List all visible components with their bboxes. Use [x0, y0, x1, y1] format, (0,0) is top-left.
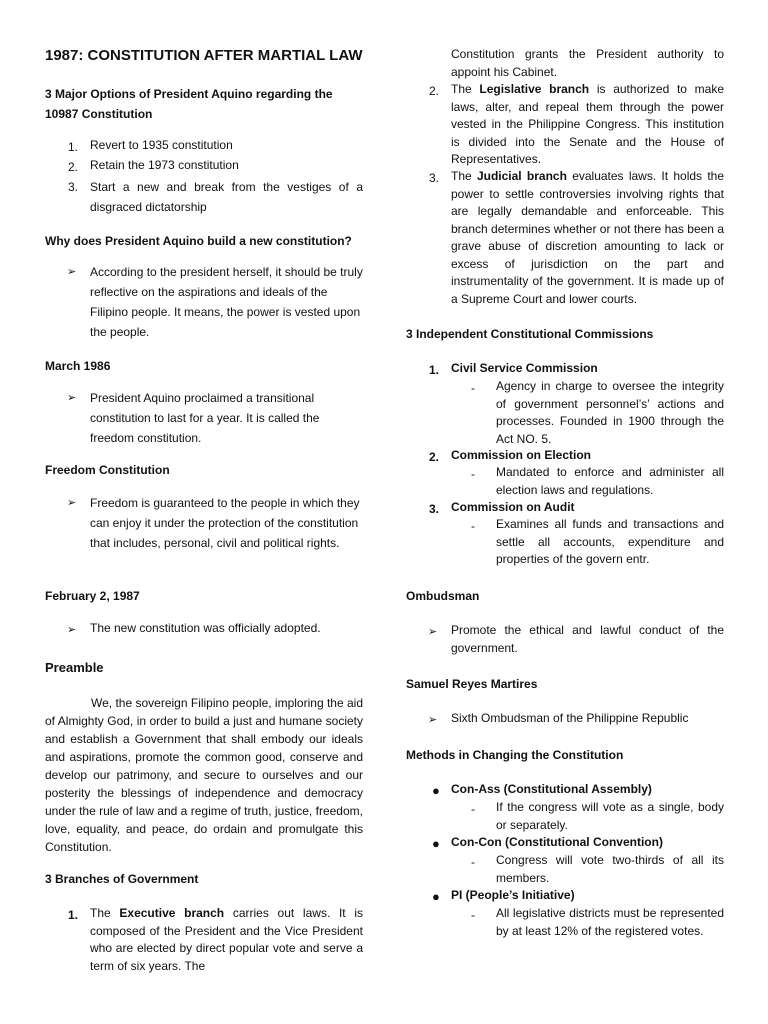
list-number: 1.	[68, 140, 79, 154]
dash-marker: -	[471, 519, 475, 533]
method-description: If the congress will vote as a single, body or separately.	[496, 800, 724, 832]
commission-description: Agency in charge to oversee the integrity of government personnel’s’ actions and processes. Founded in 1900 through the Act NO. 5.	[496, 379, 724, 446]
method-description: Congress will vote two-thirds of all its members.	[496, 853, 724, 885]
why-heading: Why does President Aquino build a new constitution?	[45, 234, 352, 248]
branch-description: carries out laws. It is composed of the President and the Vice President who are elected by direct popular vote and serve a term of six years. The	[90, 906, 364, 973]
list-number: 2.	[429, 84, 440, 98]
commission-description: Examines all funds and transactions and settle all accounts, expenditure and properties of the govern entr.	[496, 517, 724, 566]
commission-name: Civil Service Commission	[451, 361, 598, 375]
option-text: Start a new and break from the vestiges of a disgraced dictatorship	[90, 180, 363, 214]
method-name: PI (People’s Initiative)	[451, 888, 575, 902]
branch-prefix: The	[90, 906, 120, 920]
list-number: 2.	[68, 160, 79, 174]
branch-prefix: The	[451, 82, 480, 96]
option-text: Revert to 1935 constitution	[90, 138, 233, 152]
bullet-icon: ●	[432, 783, 440, 798]
why-text: According to the president herself, it should be truly reflective on the aspirations and ideals of the Filipino people. It means, the power is vested upon the people.	[90, 265, 363, 339]
method-description: All legislative districts must be represented by at least 12% of the registered votes.	[496, 906, 724, 938]
list-number: 3.	[429, 502, 440, 516]
dash-marker: -	[471, 381, 475, 395]
bullet-icon: ●	[432, 889, 440, 904]
list-number: 3.	[429, 171, 440, 185]
dash-marker: -	[471, 855, 475, 869]
branch-prefix: The	[451, 169, 477, 183]
commission-description: Mandated to enforce and administer all election laws and regulations.	[496, 465, 724, 497]
executive-continued-text: Constitution grants the President authority to appoint his Cabinet.	[451, 47, 724, 79]
dash-marker: -	[471, 908, 475, 922]
dash-marker: -	[471, 802, 475, 816]
page-title: 1987: CONSTITUTION AFTER MARTIAL LAW	[45, 47, 363, 64]
judicial-branch-text	[451, 168, 724, 308]
preamble-heading: Preamble	[45, 660, 104, 675]
arrow-bullet-icon: ➢	[67, 624, 77, 636]
preamble-text: We, the sovereign Filipino people, imploring the aid of Almighty God, in order to build a just and humane society and establish a Government that shall embody our ideals and aspirations, promote the common good, conserve and develop our patrimony, and secure to ourselves and our posterity the blessings of independence and democracy under the rule of law and a regime of truth, justice, freedom, love, equality, and peace, do ordain and promulgate this Constitution.	[45, 696, 363, 854]
branch-name: Legislative branch	[479, 82, 590, 96]
ombudsman-text: Promote the ethical and lawful conduct of the government.	[451, 623, 724, 655]
arrow-bullet-icon: ➢	[67, 497, 77, 509]
options-heading: 3 Major Options of President Aquino regarding the 10987 Constitution	[45, 87, 333, 121]
method-name: Con-Con (Constitutional Convention)	[451, 835, 663, 849]
bullet-icon: ●	[432, 836, 440, 851]
dash-marker: -	[471, 467, 475, 481]
branch-description: evaluates laws. It holds the power to settle controversies involving rights that are legally demandable and enforceable. This branch determines whether or not there has been a grave abuse of discretion amounting to lack or excess of jurisdiction on the part and instrumentality of the government. It is made up of a Supreme Court and lower courts.	[451, 169, 725, 306]
list-number: 2.	[429, 450, 440, 464]
branches-heading: 3 Branches of Government	[45, 872, 199, 886]
legislative-branch-text	[451, 81, 724, 169]
arrow-bullet-icon: ➢	[67, 266, 77, 278]
branch-name: Judicial branch	[476, 169, 567, 183]
option-text: Retain the 1973 constitution	[90, 158, 239, 172]
method-name: Con-Ass (Constitutional Assembly)	[451, 782, 652, 796]
march-heading: March 1986	[45, 359, 111, 373]
branch-name: Executive branch	[119, 906, 225, 920]
february-text: The new constitution was officially adopted.	[90, 621, 321, 635]
commissions-heading: 3 Independent Constitutional Commissions	[406, 327, 654, 341]
samuel-heading: Samuel Reyes Martires	[406, 677, 538, 691]
list-number: 1.	[68, 908, 79, 922]
methods-heading: Methods in Changing the Constitution	[406, 748, 624, 762]
freedom-heading: Freedom Constitution	[45, 463, 170, 477]
february-heading: February 2, 1987	[45, 589, 140, 603]
list-number: 1.	[429, 363, 440, 377]
freedom-text: Freedom is guaranteed to the people in which they can enjoy it under the protection of the constitution that includes, personal, civil and political rights.	[90, 496, 360, 550]
arrow-bullet-icon: ➢	[428, 626, 438, 638]
arrow-bullet-icon: ➢	[67, 392, 77, 404]
samuel-text: Sixth Ombudsman of the Philippine Republic	[451, 711, 689, 725]
commission-name: Commission on Election	[451, 448, 592, 462]
commission-name: Commission on Audit	[451, 500, 575, 514]
ombudsman-heading: Ombudsman	[406, 589, 480, 603]
branch-description: is authorized to make laws, alter, and repeal them through the power vested in the Philippine Congress. This institution is divided into the Senate and the House of Representatives.	[451, 82, 725, 166]
march-text: President Aquino proclaimed a transitional constitution to last for a year. It is called the freedom constitution.	[90, 391, 320, 445]
list-number: 3.	[68, 180, 79, 194]
arrow-bullet-icon: ➢	[428, 714, 438, 726]
executive-branch-text	[90, 905, 363, 975]
